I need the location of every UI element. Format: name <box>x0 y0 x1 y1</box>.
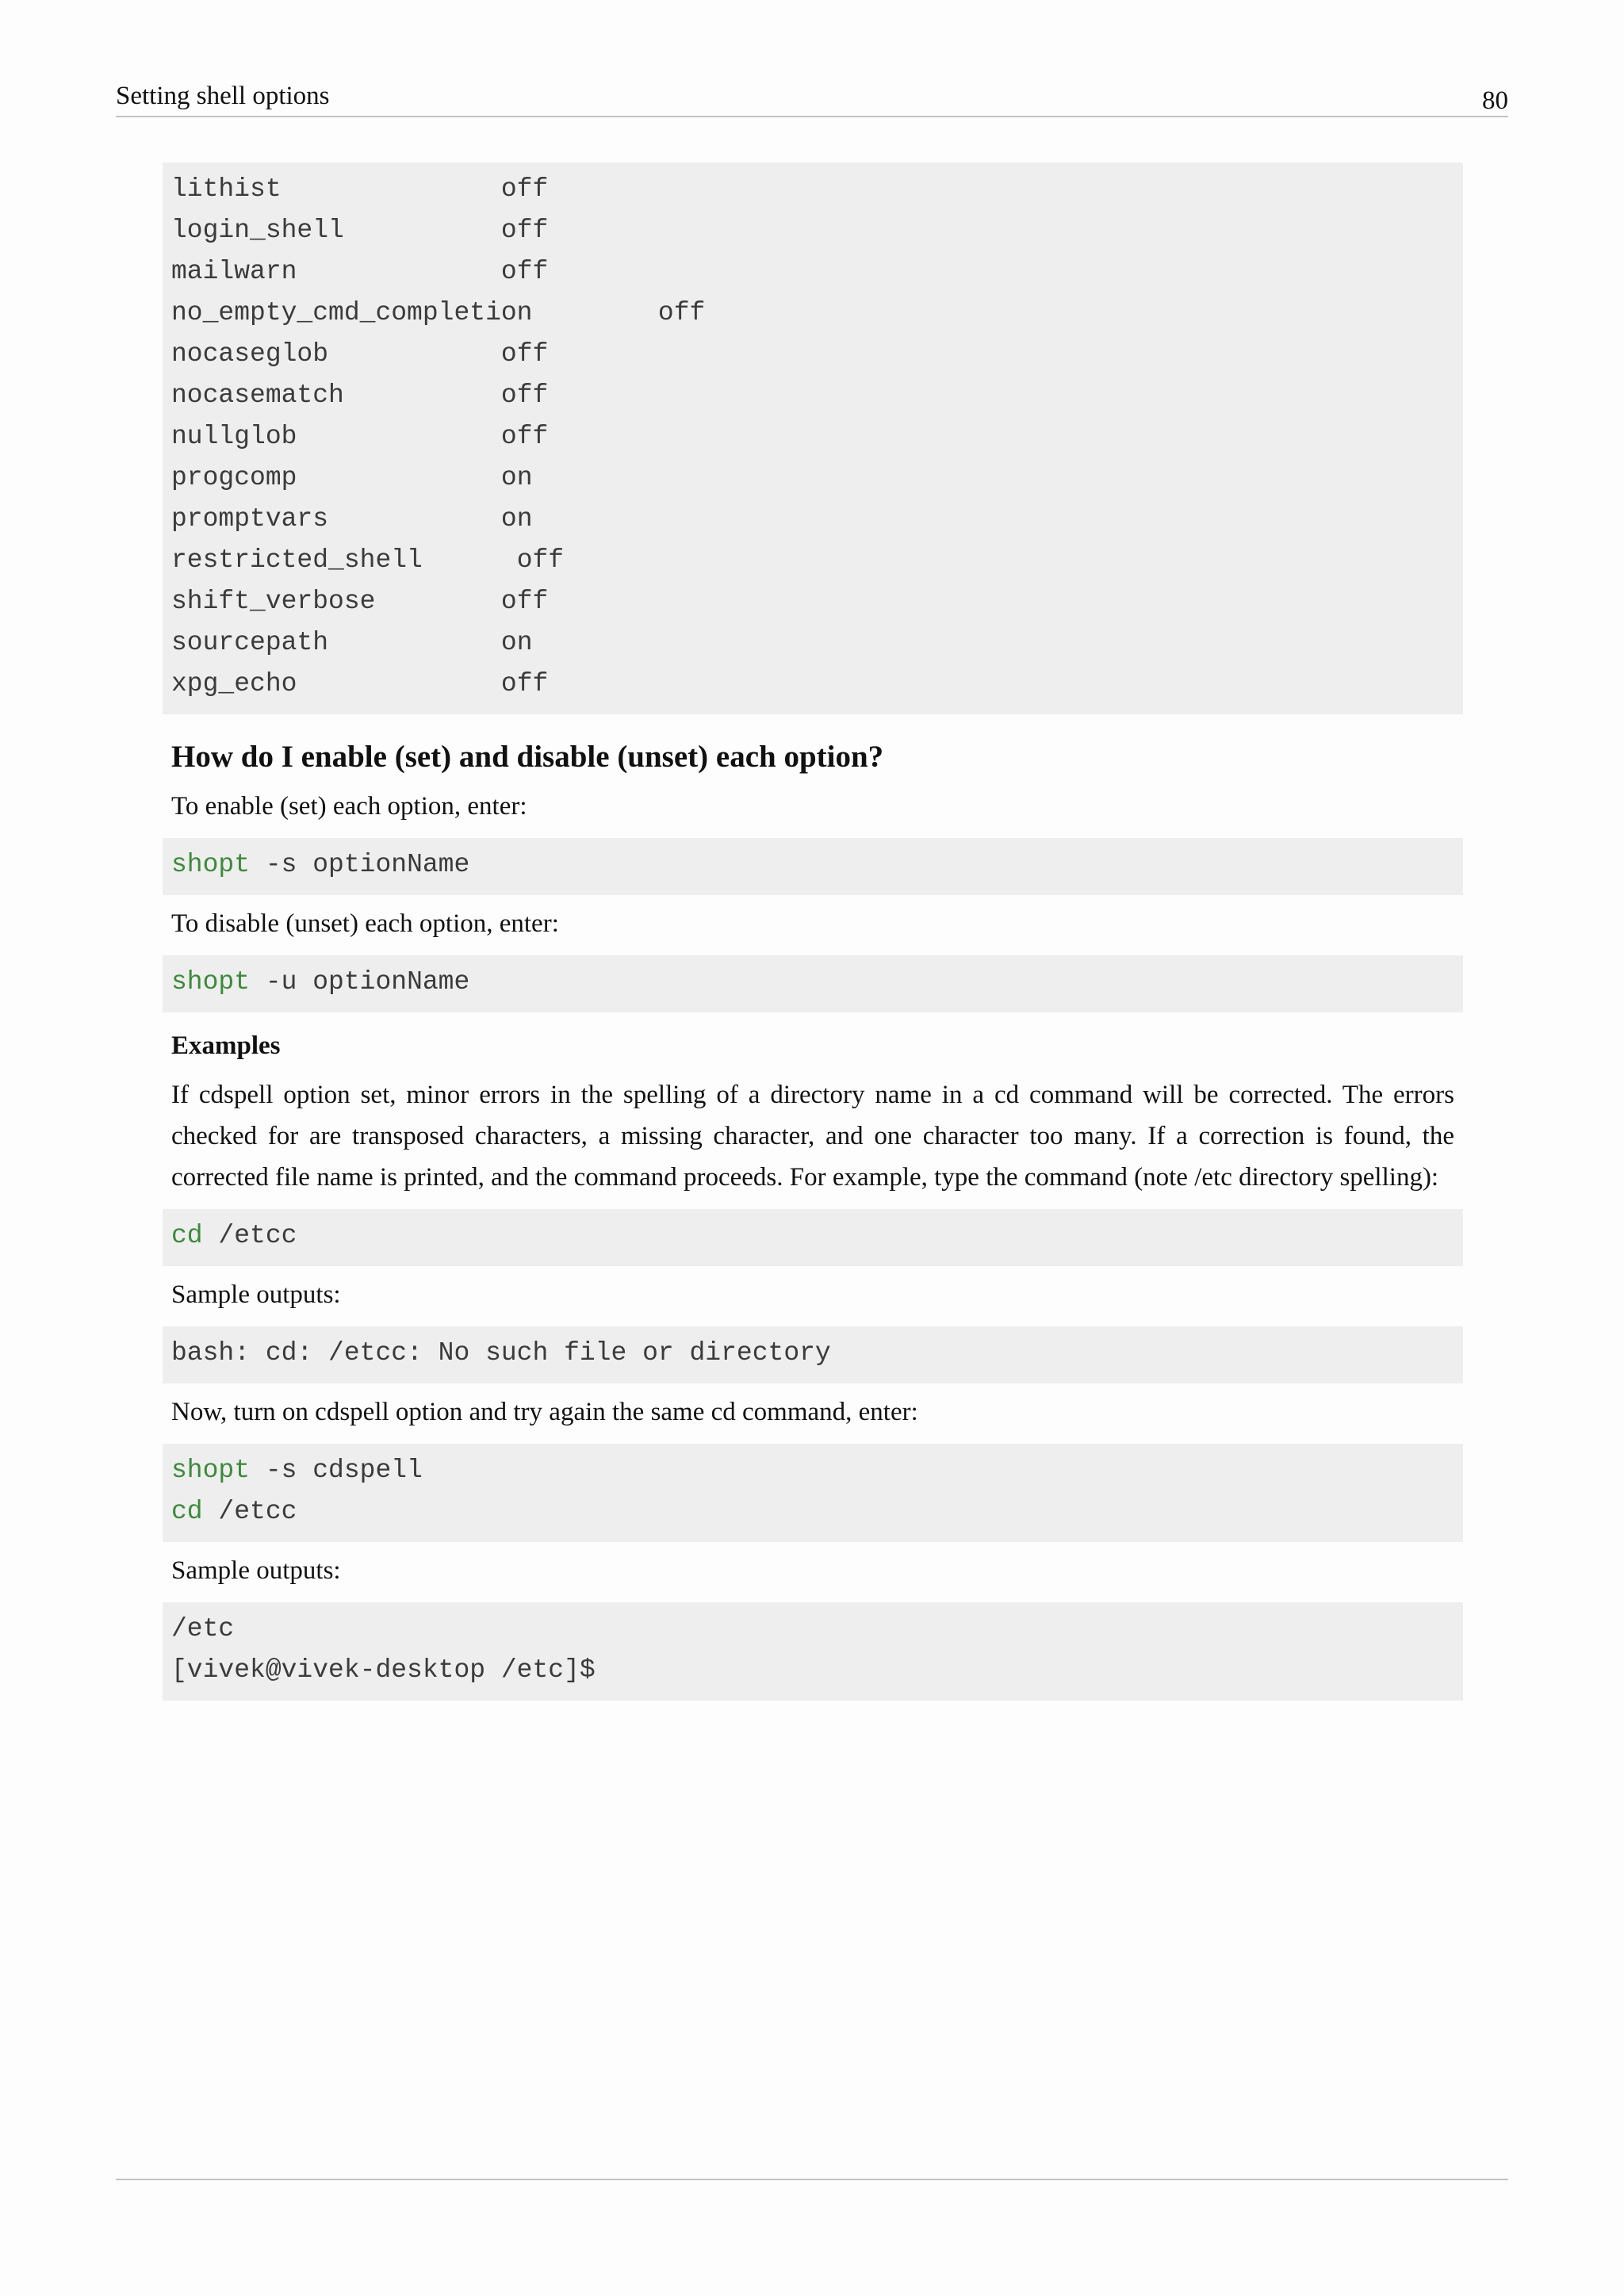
section-heading: How do I enable (set) and disable (unset) each option? <box>171 740 884 774</box>
option-name: xpg_echo <box>171 669 297 698</box>
option-name: no_empty_cmd_completion <box>171 298 533 327</box>
disable-command-block <box>163 955 1463 1012</box>
option-name: shift_verbose <box>171 587 376 616</box>
command-keyword: cd <box>171 1497 203 1526</box>
enable-intro-text: To enable (set) each option, enter: <box>171 792 527 821</box>
sample-outputs-label: Sample outputs: <box>171 1556 341 1585</box>
option-state: off <box>500 339 549 369</box>
option-name: nocasematch <box>171 381 344 410</box>
command-keyword: shopt <box>171 850 251 879</box>
option-name: nullglob <box>171 422 297 451</box>
option-row <box>171 499 1454 540</box>
command-args: -u optionName <box>250 967 470 997</box>
code-line <box>171 1450 1454 1491</box>
option-row <box>171 251 1454 293</box>
command-keyword: cd <box>171 1221 203 1250</box>
option-name: mailwarn <box>171 257 297 286</box>
output-line: /etc <box>171 1614 235 1644</box>
corrected-output-block <box>163 1602 1463 1701</box>
option-name: lithist <box>171 174 282 204</box>
option-row <box>171 210 1454 251</box>
retry-intro-text: Now, turn on cdspell option and try again the same cd command, enter: <box>171 1398 918 1426</box>
option-state: off <box>500 422 549 451</box>
code-line <box>171 844 1454 886</box>
command-args: -s optionName <box>250 850 470 879</box>
option-state: off <box>500 216 549 245</box>
option-name: nocaseglob <box>171 339 329 369</box>
option-name: progcomp <box>171 463 297 492</box>
option-name: promptvars <box>171 504 329 534</box>
option-row <box>171 540 1454 581</box>
code-line <box>171 1491 1454 1533</box>
cd-command-block <box>163 1209 1463 1266</box>
option-row <box>171 457 1454 499</box>
option-state: off <box>657 298 706 327</box>
option-row <box>171 581 1454 622</box>
option-row <box>171 416 1454 457</box>
option-state: on <box>500 628 533 657</box>
disable-intro-text: To disable (unset) each option, enter: <box>171 909 559 938</box>
command-args: -s cdspell <box>250 1456 423 1485</box>
option-name: sourcepath <box>171 628 329 657</box>
output-line: bash: cd: /etcc: No such file or directory <box>171 1338 831 1368</box>
option-state: off <box>516 545 565 575</box>
option-row <box>171 664 1454 705</box>
page-number: 80 <box>1482 86 1508 115</box>
option-state: off <box>500 669 549 698</box>
option-state: off <box>500 257 549 286</box>
option-row <box>171 375 1454 416</box>
shell-options-listing <box>163 163 1463 714</box>
page-content <box>163 163 1463 1701</box>
option-name: restricted_shell <box>171 545 423 575</box>
command-args: /etcc <box>202 1497 297 1526</box>
option-row <box>171 622 1454 664</box>
running-title: Setting shell options <box>116 82 330 110</box>
code-line <box>171 962 1454 1003</box>
cdspell-command-block <box>163 1444 1463 1542</box>
option-row <box>171 169 1454 210</box>
option-state: on <box>500 463 533 492</box>
examples-paragraph: If cdspell option set, minor errors in the spelling of a directory name in a cd command will be corrected. The errors checked for are transposed characters, a missing character, and one character too many. If a correction is found, the corrected file name is printed, and the command proceeds. For example, type the command (note /etc directory spelling): <box>171 1081 1454 1192</box>
code-line <box>171 1215 1454 1257</box>
enable-command-block <box>163 838 1463 895</box>
output-line: [vivek@vivek-desktop /etc]$ <box>171 1655 596 1685</box>
command-keyword: shopt <box>171 967 251 997</box>
option-row <box>171 293 1454 334</box>
option-state: on <box>500 504 533 534</box>
error-output-block <box>163 1326 1463 1383</box>
page-header <box>116 76 1508 117</box>
command-args: /etcc <box>202 1221 297 1250</box>
sample-outputs-label: Sample outputs: <box>171 1280 341 1309</box>
footer-rule <box>116 2179 1508 2180</box>
option-state: off <box>500 174 549 204</box>
option-state: off <box>500 381 549 410</box>
command-keyword: shopt <box>171 1456 251 1485</box>
examples-heading: Examples <box>171 1031 281 1060</box>
option-row <box>171 334 1454 375</box>
option-state: off <box>500 587 549 616</box>
option-name: login_shell <box>171 216 344 245</box>
